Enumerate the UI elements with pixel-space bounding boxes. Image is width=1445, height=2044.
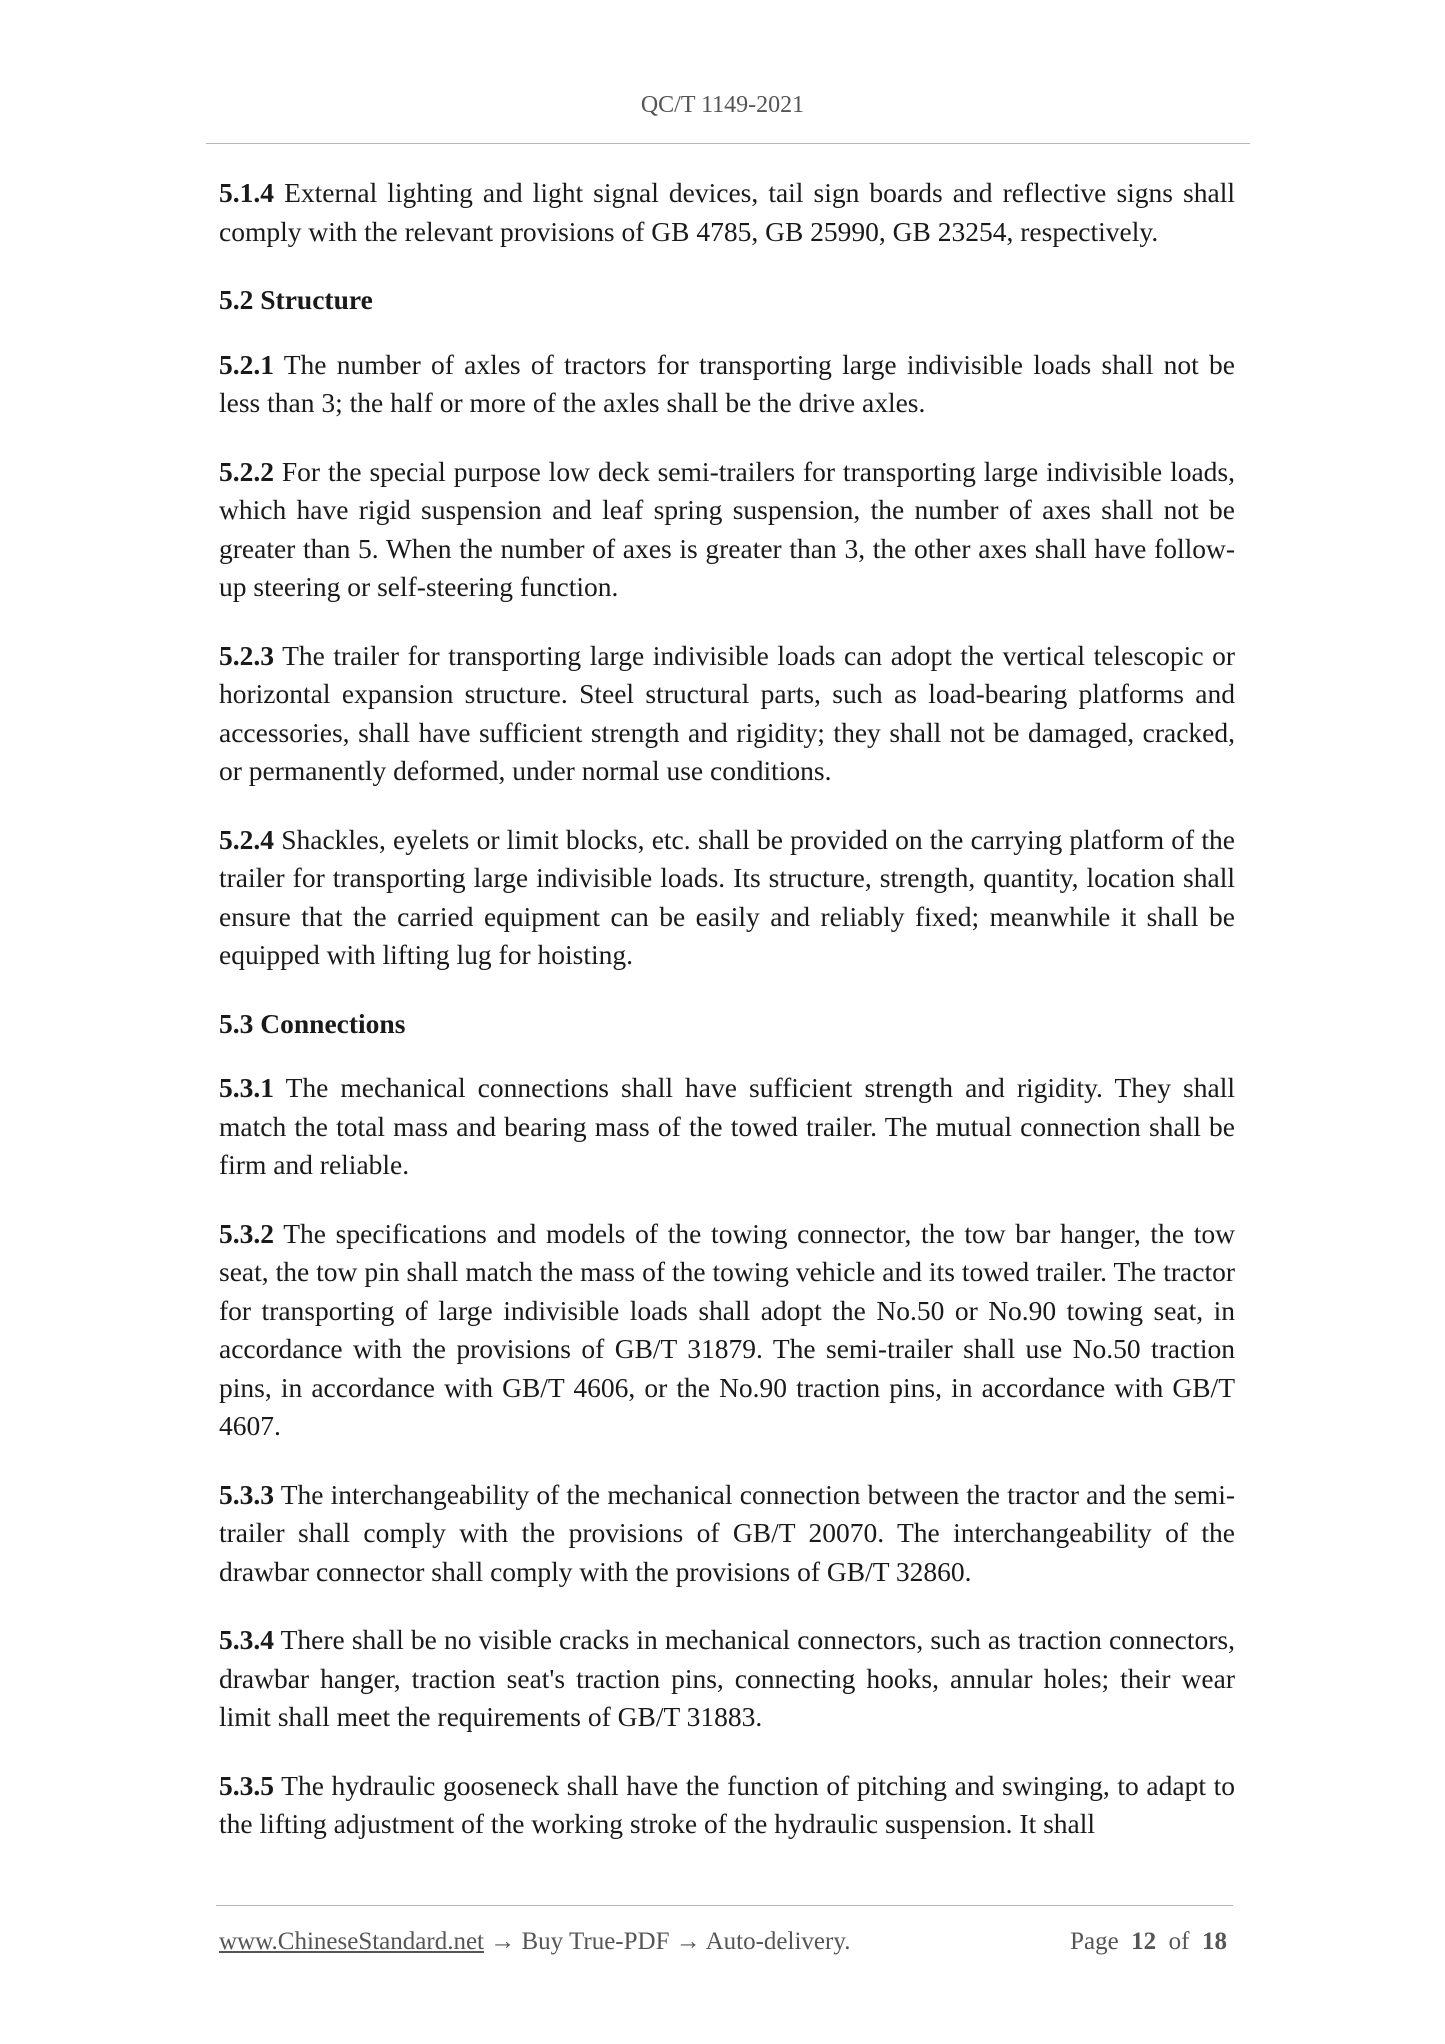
clause-5-2-2: [219, 453, 1235, 607]
clause-text: The specifications and models of the towing connector, the tow bar hanger, the tow seat, the tow pin shall match the mass of the towing vehicle and its towed trailer. The tractor for transporting of large indivisible loads shall adopt the No.50 or No.90 towing seat, in accordance with the provisions of GB/T 31879. The semi-trailer shall use No.50 traction pins, in accordance with GB/T 4606, or the No.90 traction pins, in accordance with GB/T 4607.: [219, 1217, 1235, 1441]
footer-divider: [216, 1905, 1233, 1906]
footer-promo: [219, 1928, 850, 1956]
clause-text: The trailer for transporting large indivisible loads can adopt the vertical telescopic or horizontal expansion structure. Steel structural parts, such as load-bearing platforms and accessories, shall have sufficient strength and rigidity; they shall not be damaged, cracked, or permanently deformed, under normal use conditions.: [219, 639, 1235, 786]
clause-number: 5.2.3: [219, 639, 274, 671]
clause-text: The hydraulic gooseneck shall have the function of pitching and swinging, to adapt to the lifting adjustment of the working stroke of the hydraulic suspension. It shall: [219, 1769, 1235, 1839]
clause-text: External lighting and light signal devices, tail sign boards and reflective signs shall comply with the relevant provisions of GB 4785, GB 25990, GB 23254, respectively.: [219, 177, 1235, 247]
clause-text: For the special purpose low deck semi-trailers for transporting large indivisible loads, which have rigid suspension and leaf spring suspension, the number of axes shall not be greater than 5. When the number of axes is greater than 3, the other axes shall have follow-up steering or self-steering function.: [219, 455, 1235, 602]
clause-number: 5.2.2: [219, 455, 274, 487]
clause-number: 5.2.4: [219, 823, 274, 855]
clause-5-3-3: [219, 1476, 1235, 1592]
page-header: [0, 92, 1445, 119]
clause-text: The interchangeability of the mechanical connection between the tractor and the semi-trailer shall comply with the provisions of GB/T 20070. The interchangeability of the drawbar connector shall comply with the provisions of GB/T 32860.: [219, 1478, 1235, 1587]
clause-5-1-4: [219, 174, 1235, 251]
header-divider: [206, 143, 1250, 144]
clause-text: The mechanical connections shall have sufficient strength and rigidity. They shall match the total mass and bearing mass of the towed trailer. The mutual connection shall be firm and reliable.: [219, 1072, 1235, 1180]
clause-5-3-2: [219, 1215, 1235, 1446]
clause-text: There shall be no visible cracks in mechanical connectors, such as traction connectors, drawbar hanger, traction seat's traction pins, connecting hooks, annular holes; their wear limit shall meet the requirements of GB/T 31883.: [219, 1624, 1235, 1732]
clause-5-3-5: [219, 1767, 1235, 1844]
clause-5-2-3: [219, 637, 1235, 791]
arrow-right-icon: →: [669, 1928, 706, 1955]
buy-pdf-text: Buy True-PDF: [521, 1928, 670, 1955]
clause-number: 5.2.1: [219, 348, 274, 380]
page-total: 18: [1202, 1928, 1227, 1955]
clause-text: The number of axles of tractors for transporting large indivisible loads shall not be less than 3; the half or more of the axles shall be the drive axles.: [219, 348, 1235, 418]
auto-delivery-text: Auto-delivery.: [705, 1928, 851, 1955]
clause-number: 5.3.2: [219, 1217, 274, 1249]
clause-5-2-1: [219, 346, 1235, 423]
clause-5-3-4: [219, 1621, 1235, 1737]
clause-5-3-1: [219, 1069, 1235, 1185]
clause-number: 5.3.4: [219, 1624, 274, 1655]
section-heading-5-3: 5.3 Connections: [219, 1007, 406, 1039]
clause-text: Shackles, eyelets or limit blocks, etc. shall be provided on the carrying platform of the trailer for transporting large indivisible loads. Its structure, strength, quantity, location shall ensure that the carried equipment can be easily and reliably fixed; meanwhile it shall be equipped with lifting lug for hoisting.: [219, 823, 1235, 970]
page-number: [1070, 1928, 1227, 1956]
clause-number: 5.3.3: [219, 1478, 274, 1510]
document-id: QC/T 1149-2021: [640, 92, 805, 118]
arrow-right-icon: →: [484, 1928, 522, 1955]
page-of-label: of: [1168, 1928, 1190, 1955]
clause-number: 5.3.1: [219, 1072, 274, 1103]
website-link[interactable]: www.ChineseStandard.net: [219, 1928, 484, 1955]
document-body: [219, 174, 1235, 1874]
page-label: Page: [1070, 1928, 1119, 1955]
section-heading-5-2: 5.2 Structure: [219, 284, 373, 315]
page-footer: [219, 1928, 1235, 1962]
clause-5-2-4: [219, 821, 1235, 975]
clause-number: 5.3.5: [219, 1769, 274, 1801]
clause-number: 5.1.4: [219, 177, 274, 208]
page-current: 12: [1131, 1928, 1157, 1955]
